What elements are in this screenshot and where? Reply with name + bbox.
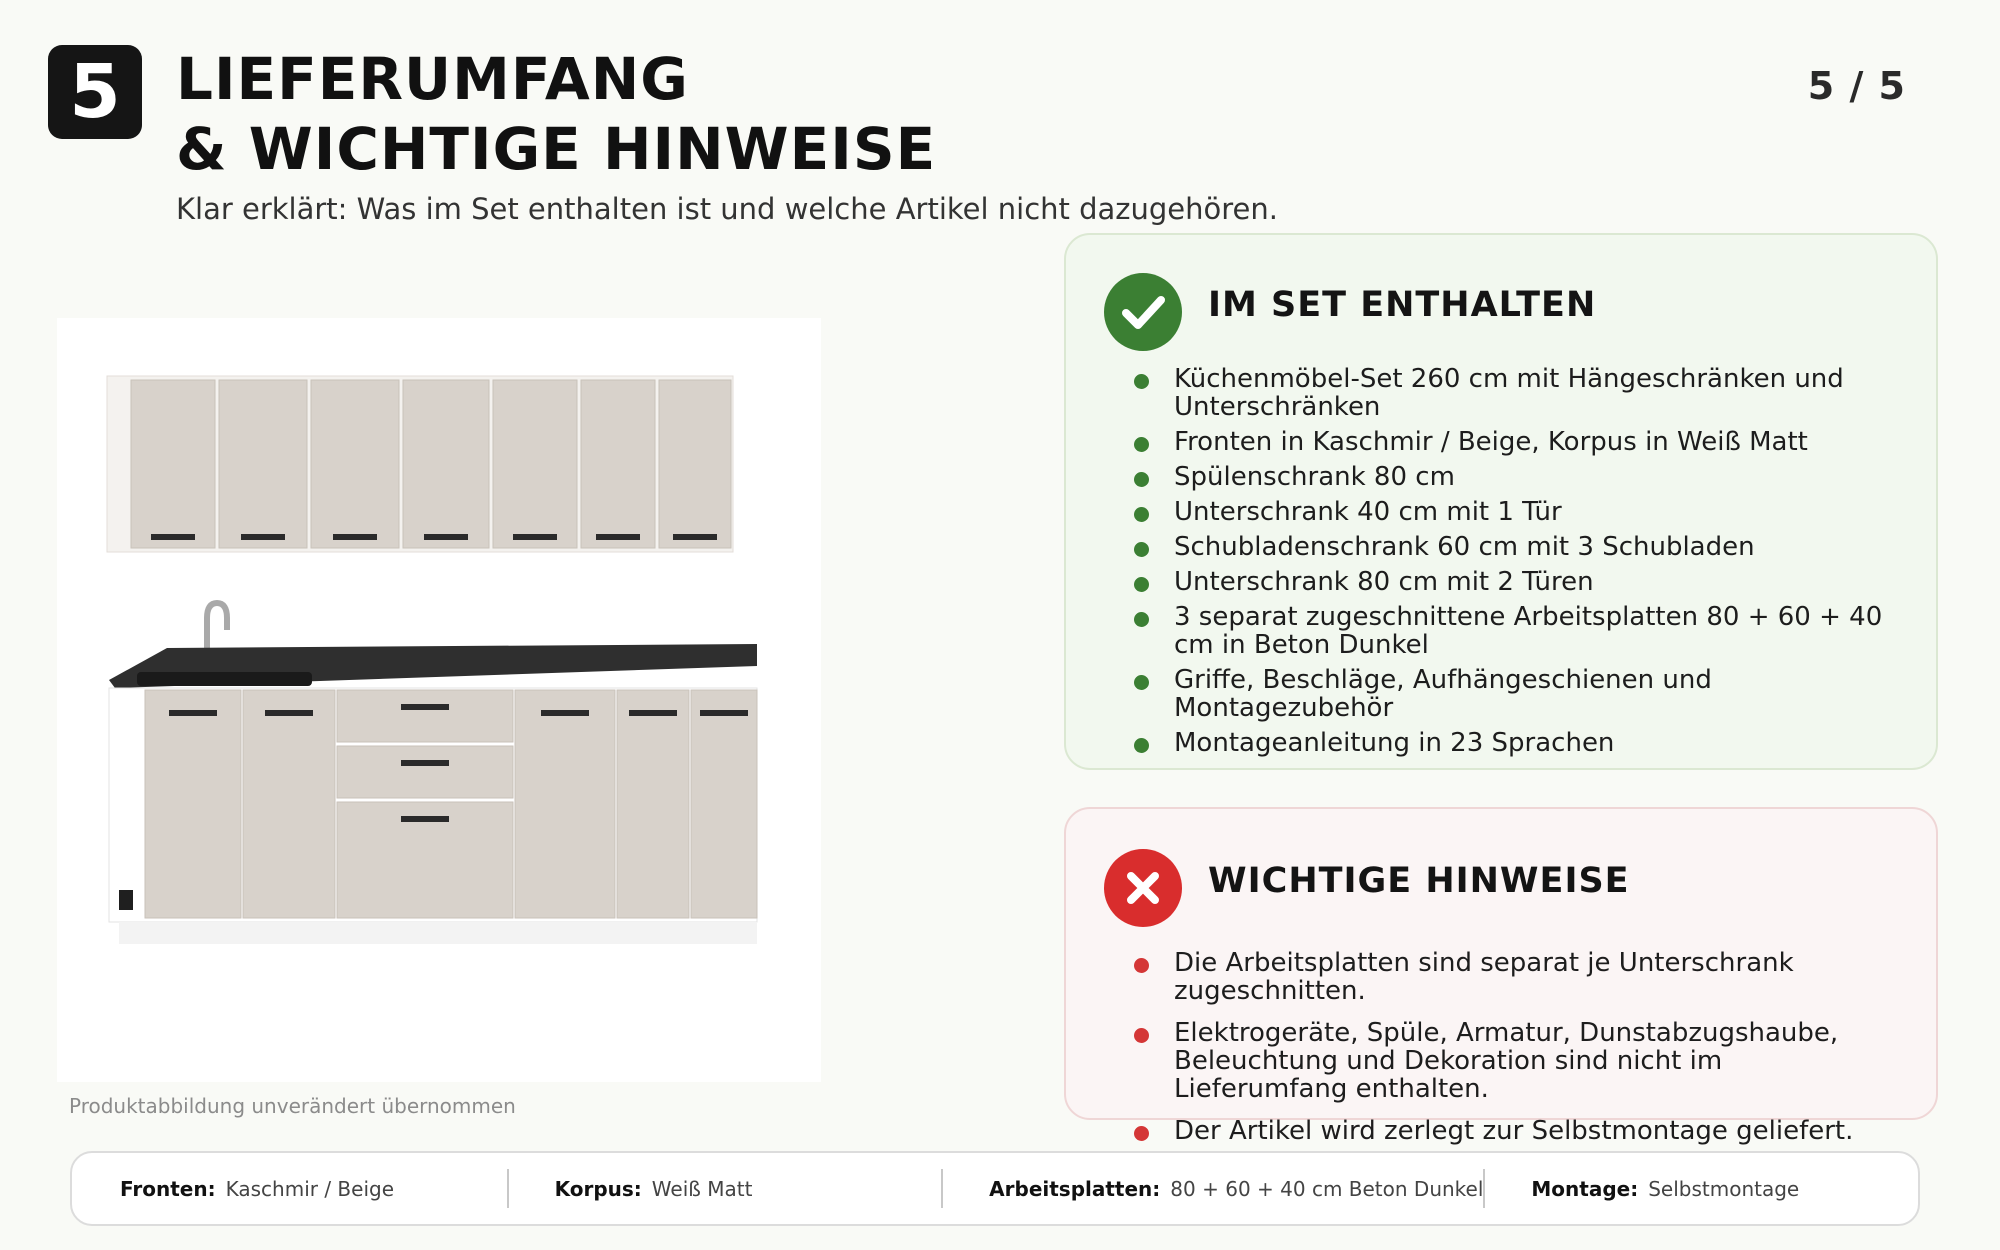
check-icon (1104, 273, 1182, 351)
included-item (1174, 533, 1892, 561)
included-item (1174, 568, 1892, 596)
base-cabinet-door (145, 690, 241, 918)
bullet-dot-icon (1134, 374, 1149, 389)
page-title-line-2: & WICHTIGE HINWEISE (176, 115, 937, 183)
notes-item (1174, 1019, 1892, 1103)
spec-value: Kaschmir / Beige (225, 1176, 395, 1201)
product-image (57, 318, 821, 1082)
wall-cabinet-door (659, 380, 731, 548)
base-cabinet-door (515, 690, 615, 918)
door-handle (424, 534, 468, 540)
included-item-text: Schubladenschrank 60 cm mit 3 Schubladen (1174, 532, 1755, 562)
bullet-dot-icon (1134, 738, 1149, 753)
door-handle (513, 534, 557, 540)
drawer-front (337, 690, 513, 742)
base-cabinet-door (617, 690, 689, 918)
page-title-line-1: LIEFERUMFANG (176, 45, 689, 113)
wall-cabinet-door (581, 380, 655, 548)
included-panel (1064, 233, 1938, 770)
drawer-handle (401, 704, 449, 710)
sink-icon (137, 672, 312, 686)
notes-item-text: Elektrogeräte, Spüle, Armatur, Dunstabzugshaube, Beleuchtung und Dekoration sind nicht im Lieferumfang enthalten. (1174, 1018, 1839, 1104)
door-handle (700, 710, 748, 716)
bullet-dot-icon (1134, 542, 1149, 557)
wall-cabinet-door (219, 380, 307, 548)
notes-list (1174, 949, 1892, 1159)
spec-item (507, 1153, 942, 1224)
notes-title: WICHTIGE HINWEISE (1208, 861, 1630, 901)
bullet-dot-icon (1134, 612, 1149, 627)
door-handle (241, 534, 285, 540)
bullet-dot-icon (1134, 1126, 1149, 1141)
notes-item (1174, 949, 1892, 1005)
door-handle (169, 710, 217, 716)
included-item (1174, 498, 1892, 526)
spec-item (941, 1153, 1483, 1224)
notes-item (1174, 1117, 1892, 1145)
door-handle (151, 534, 195, 540)
door-handle (541, 710, 589, 716)
door-handle (333, 534, 377, 540)
included-item-text: Unterschrank 80 cm mit 2 Türen (1174, 567, 1594, 597)
bullet-dot-icon (1134, 577, 1149, 592)
notes-item-text: Der Artikel wird zerlegt zur Selbstmontage geliefert. (1174, 1116, 1854, 1146)
included-item (1174, 365, 1892, 421)
kitchen-illustration (57, 318, 821, 1082)
included-item (1174, 463, 1892, 491)
spec-label: Korpus: (554, 1176, 642, 1201)
drawer-handle (401, 816, 449, 822)
door-handle (596, 534, 640, 540)
bullet-dot-icon (1134, 472, 1149, 487)
included-list (1174, 365, 1892, 764)
bullet-dot-icon (1134, 675, 1149, 690)
notes-item-text: Die Arbeitsplatten sind separat je Unterschrank zugeschnitten. (1174, 948, 1794, 1006)
included-item-text: 3 separat zugeschnittene Arbeitsplatten 80 + 60 + 40 cm in Beton Dunkel (1174, 602, 1883, 660)
spec-label: Montage: (1531, 1176, 1639, 1201)
page-title (176, 44, 936, 184)
included-item-text: Spülenschrank 80 cm (1174, 462, 1455, 492)
wall-cabinet-door (311, 380, 399, 548)
page-subtitle: Klar erklärt: Was im Set enthalten ist und welche Artikel nicht dazugehören. (176, 192, 1278, 226)
included-item (1174, 666, 1892, 722)
drawer-handle (401, 760, 449, 766)
included-item (1174, 729, 1892, 757)
image-caption: Produktabbildung unverändert übernommen (69, 1094, 516, 1118)
spec-label: Arbeitsplatten: (989, 1176, 1161, 1201)
included-item-text: Griffe, Beschläge, Aufhängeschienen und Montagezubehör (1174, 665, 1712, 723)
door-handle (265, 710, 313, 716)
included-item (1174, 428, 1892, 456)
included-title: IM SET ENTHALTEN (1208, 285, 1597, 325)
door-handle (673, 534, 717, 540)
step-number-badge: 5 (48, 45, 142, 139)
bullet-dot-icon (1134, 437, 1149, 452)
included-item-text: Unterschrank 40 cm mit 1 Tür (1174, 497, 1562, 527)
page-indicator: 5 / 5 (1807, 64, 1906, 108)
spec-item (1483, 1153, 1918, 1224)
spec-value: Weiß Matt (651, 1176, 753, 1201)
included-item-text: Fronten in Kaschmir / Beige, Korpus in Weiß Matt (1174, 427, 1808, 457)
cross-icon (1104, 849, 1182, 927)
spec-item (72, 1153, 507, 1224)
spec-bar (70, 1151, 1920, 1226)
wall-cabinets (107, 376, 733, 552)
bullet-dot-icon (1134, 1028, 1149, 1043)
included-item-text: Montageanleitung in 23 Sprachen (1174, 728, 1615, 758)
spec-label: Fronten: (120, 1176, 216, 1201)
included-item-text: Küchenmöbel-Set 260 cm mit Hängeschränken und Unterschränken (1174, 364, 1844, 422)
spec-value: 80 + 60 + 40 cm Beton Dunkel (1170, 1176, 1484, 1201)
included-item (1174, 603, 1892, 659)
drawer-front (337, 746, 513, 798)
door-handle (629, 710, 677, 716)
wall-cabinet-door (403, 380, 489, 548)
wall-cabinet-door (131, 380, 215, 548)
spec-value: Selbstmontage (1648, 1176, 1800, 1201)
bullet-dot-icon (1134, 958, 1149, 973)
wall-cabinet-door (493, 380, 577, 548)
base-cabinets (109, 688, 757, 944)
bullet-dot-icon (1134, 507, 1149, 522)
base-cabinet-door (691, 690, 757, 918)
notes-panel (1064, 807, 1938, 1146)
base-cabinet-door (243, 690, 335, 918)
